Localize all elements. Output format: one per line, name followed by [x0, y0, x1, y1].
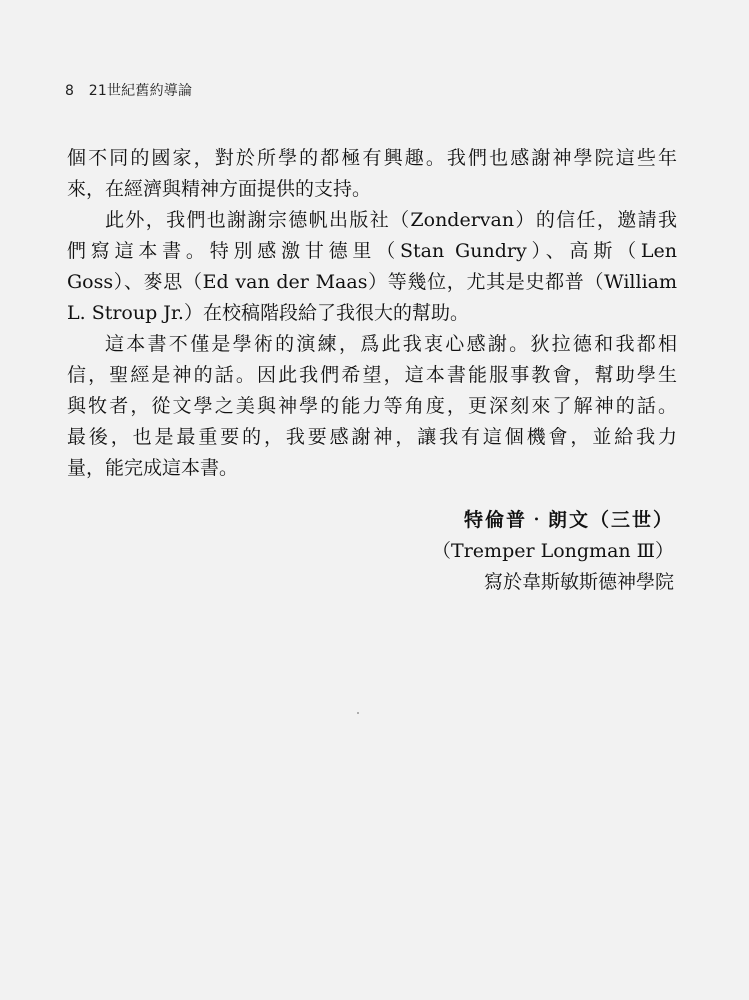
book-title: 21世紀舊約導論 — [88, 83, 193, 99]
body-text — [67, 143, 677, 484]
text-line-4: 們寫這本書。特別感激甘德里（Stan Gundry）、高斯（Len — [67, 240, 677, 262]
author-name-chinese: 特倫普‧朗文（三世） — [463, 509, 674, 531]
text-line-3: 此外，我們也謝謝宗德帆出版社（Zondervan）的信任，邀請我 — [105, 209, 677, 231]
text-line-7: 這本書不僅是學術的演練，爲此我衷心感謝。狄拉德和我都相 — [105, 333, 677, 355]
text-line-5: Goss）、麥思（Ed van der Maas）等幾位，尤其是史都普（William — [67, 271, 677, 293]
text-line-9: 與牧者，從文學之美與神學的能力等角度，更深刻來了解神的話。 — [67, 395, 677, 417]
text-line-8: 信，聖經是神的話。因此我們希望，這本書能服事教會，幫助學生 — [67, 364, 677, 386]
scan-speck — [357, 712, 359, 714]
text-line-1: 個不同的國家，對於所學的都極有興趣。我們也感謝神學院這些年 — [67, 147, 677, 169]
text-line-6: L. Stroup Jr.）在校稿階段給了我很大的幫助。 — [67, 302, 469, 324]
text-line-10: 最後，也是最重要的，我要感謝神，讓我有這個機會，並給我力 — [67, 426, 677, 448]
text-line-11: 量，能完成這本書。 — [67, 457, 239, 479]
running-head — [65, 80, 192, 100]
page-number: 8 — [65, 83, 75, 99]
signature-block — [414, 505, 674, 598]
signature-location: 寫於韋斯敏斯德神學院 — [483, 571, 674, 593]
text-line-2: 來，在經濟與精神方面提供的支持。 — [67, 178, 372, 200]
author-name-english: （Tremper Longman Ⅲ） — [432, 540, 674, 562]
